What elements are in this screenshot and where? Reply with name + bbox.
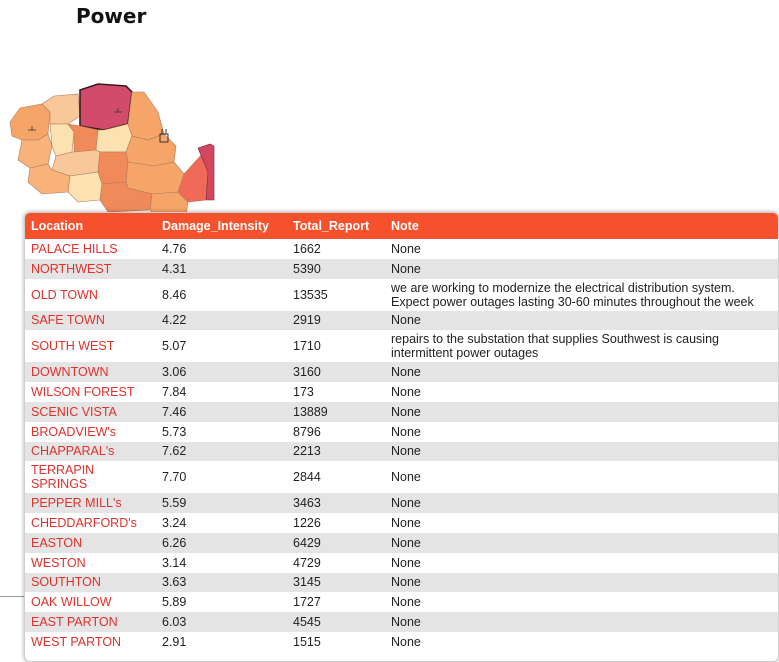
total-report-cell: 13535 bbox=[293, 287, 328, 302]
total-report-cell: 1226 bbox=[293, 516, 321, 531]
note-cell: None bbox=[391, 385, 421, 400]
location-cell: SOUTH WEST bbox=[31, 339, 115, 354]
damage-intensity-cell: 4.31 bbox=[162, 261, 187, 276]
note-cell: None bbox=[391, 470, 421, 485]
column-header-total-report[interactable]: Total_Report bbox=[293, 219, 370, 233]
table-row[interactable] bbox=[25, 362, 778, 382]
note-cell: None bbox=[391, 261, 421, 276]
total-report-cell: 8796 bbox=[293, 424, 321, 439]
location-cell: SCENIC VISTA bbox=[31, 404, 117, 419]
note-cell: repairs to the substation that supplies Southwest is causing intermittent power outages bbox=[391, 332, 719, 361]
table-row[interactable] bbox=[25, 632, 778, 652]
table-row[interactable] bbox=[25, 239, 778, 259]
table-row[interactable] bbox=[25, 279, 778, 311]
damage-intensity-cell: 5.59 bbox=[162, 496, 187, 511]
location-cell: SAFE TOWN bbox=[31, 313, 105, 328]
map-region-terrapin-springs[interactable] bbox=[98, 152, 128, 184]
total-report-cell: 3160 bbox=[293, 365, 321, 380]
map-region-pepper-mill[interactable] bbox=[126, 162, 184, 194]
damage-intensity-cell: 4.76 bbox=[162, 241, 187, 256]
damage-intensity-cell: 7.62 bbox=[162, 444, 187, 459]
damage-intensity-cell: 7.70 bbox=[162, 470, 187, 485]
location-cell: SOUTHTON bbox=[31, 575, 101, 590]
total-report-cell: 2844 bbox=[293, 470, 321, 485]
location-cell: EASTON bbox=[31, 535, 83, 550]
note-cell: None bbox=[391, 575, 421, 590]
column-header-note[interactable]: Note bbox=[391, 219, 419, 233]
note-cell: None bbox=[391, 424, 421, 439]
table-row[interactable] bbox=[25, 592, 778, 612]
location-cell: WEST PARTON bbox=[31, 634, 122, 649]
table-header-row bbox=[25, 213, 778, 239]
total-report-cell: 4729 bbox=[293, 555, 321, 570]
total-report-cell: 2919 bbox=[293, 313, 321, 328]
note-cell: we are working to modernize the electrical distribution system. Expect power outages lasting 30-60 minutes throughout the week bbox=[391, 280, 754, 309]
total-report-cell: 3145 bbox=[293, 575, 321, 590]
power-report-popup[interactable] bbox=[24, 212, 779, 662]
location-cell: PEPPER MILL's bbox=[31, 496, 122, 511]
damage-intensity-cell: 5.89 bbox=[162, 595, 187, 610]
location-cell: TERRAPIN SPRINGS bbox=[31, 463, 95, 492]
total-report-cell: 2213 bbox=[293, 444, 321, 459]
location-cell: PALACE HILLS bbox=[31, 241, 118, 256]
table-body bbox=[25, 239, 778, 652]
note-cell: None bbox=[391, 365, 421, 380]
map-region-old-town[interactable] bbox=[80, 84, 132, 130]
total-report-cell: 6429 bbox=[293, 535, 321, 550]
note-cell: None bbox=[391, 313, 421, 328]
damage-intensity-cell: 4.22 bbox=[162, 313, 187, 328]
damage-intensity-cell: 7.46 bbox=[162, 404, 187, 419]
page-title: Power bbox=[76, 4, 147, 28]
note-cell: None bbox=[391, 595, 421, 610]
table-row[interactable] bbox=[25, 461, 778, 493]
damage-intensity-cell: 8.46 bbox=[162, 287, 187, 302]
damage-intensity-cell: 6.26 bbox=[162, 535, 187, 550]
table-row[interactable] bbox=[25, 442, 778, 462]
note-cell: None bbox=[391, 555, 421, 570]
table-row[interactable] bbox=[25, 311, 778, 331]
table-row[interactable] bbox=[25, 493, 778, 513]
power-report-table bbox=[25, 213, 778, 652]
total-report-cell: 1515 bbox=[293, 634, 321, 649]
total-report-cell: 13889 bbox=[293, 404, 328, 419]
column-header-location[interactable]: Location bbox=[31, 219, 84, 233]
table-row[interactable] bbox=[25, 612, 778, 632]
location-cell: DOWNTOWN bbox=[31, 365, 109, 380]
map-region-safe-town[interactable] bbox=[128, 92, 164, 140]
column-header-damage-intensity[interactable]: Damage_Intensity bbox=[162, 219, 269, 233]
choropleth-map[interactable] bbox=[8, 82, 218, 222]
damage-intensity-cell: 3.06 bbox=[162, 365, 187, 380]
map-region-palace-hills[interactable] bbox=[10, 104, 50, 140]
table-row[interactable] bbox=[25, 422, 778, 442]
note-cell: None bbox=[391, 535, 421, 550]
table-row[interactable] bbox=[25, 573, 778, 593]
damage-intensity-cell: 2.91 bbox=[162, 634, 187, 649]
total-report-cell: 173 bbox=[293, 385, 314, 400]
map-region-weston[interactable] bbox=[68, 172, 102, 202]
location-cell: NORTHWEST bbox=[31, 261, 112, 276]
location-cell: OAK WILLOW bbox=[31, 595, 112, 610]
location-cell: OLD TOWN bbox=[31, 287, 98, 302]
table-row[interactable] bbox=[25, 259, 778, 279]
note-cell: None bbox=[391, 496, 421, 511]
table-row[interactable] bbox=[25, 330, 778, 362]
damage-intensity-cell: 3.24 bbox=[162, 516, 187, 531]
table-row[interactable] bbox=[25, 533, 778, 553]
note-cell: None bbox=[391, 634, 421, 649]
location-cell: CHEDDARFORD's bbox=[31, 516, 137, 531]
total-report-cell: 4545 bbox=[293, 615, 321, 630]
location-cell: WESTON bbox=[31, 555, 86, 570]
total-report-cell: 1710 bbox=[293, 339, 321, 354]
table-row[interactable] bbox=[25, 402, 778, 422]
map-region-broadview[interactable] bbox=[126, 134, 176, 166]
damage-intensity-cell: 5.73 bbox=[162, 424, 187, 439]
location-cell: EAST PARTON bbox=[31, 615, 118, 630]
damage-intensity-cell: 7.84 bbox=[162, 385, 187, 400]
damage-intensity-cell: 3.63 bbox=[162, 575, 187, 590]
location-cell: CHAPPARAL's bbox=[31, 444, 115, 459]
total-report-cell: 1727 bbox=[293, 595, 321, 610]
table-row[interactable] bbox=[25, 382, 778, 402]
note-cell: None bbox=[391, 516, 421, 531]
total-report-cell: 5390 bbox=[293, 261, 321, 276]
total-report-cell: 3463 bbox=[293, 496, 321, 511]
map-region-downtown[interactable] bbox=[50, 124, 74, 156]
damage-intensity-cell: 3.14 bbox=[162, 555, 187, 570]
note-cell: None bbox=[391, 444, 421, 459]
note-cell: None bbox=[391, 615, 421, 630]
total-report-cell: 1662 bbox=[293, 241, 321, 256]
location-cell: BROADVIEW's bbox=[31, 424, 117, 439]
damage-intensity-cell: 5.07 bbox=[162, 339, 187, 354]
damage-intensity-cell: 6.03 bbox=[162, 615, 187, 630]
location-cell: WILSON FOREST bbox=[31, 385, 135, 400]
note-cell: None bbox=[391, 404, 421, 419]
table-row[interactable] bbox=[25, 553, 778, 573]
table-row[interactable] bbox=[25, 513, 778, 533]
note-cell: None bbox=[391, 241, 421, 256]
